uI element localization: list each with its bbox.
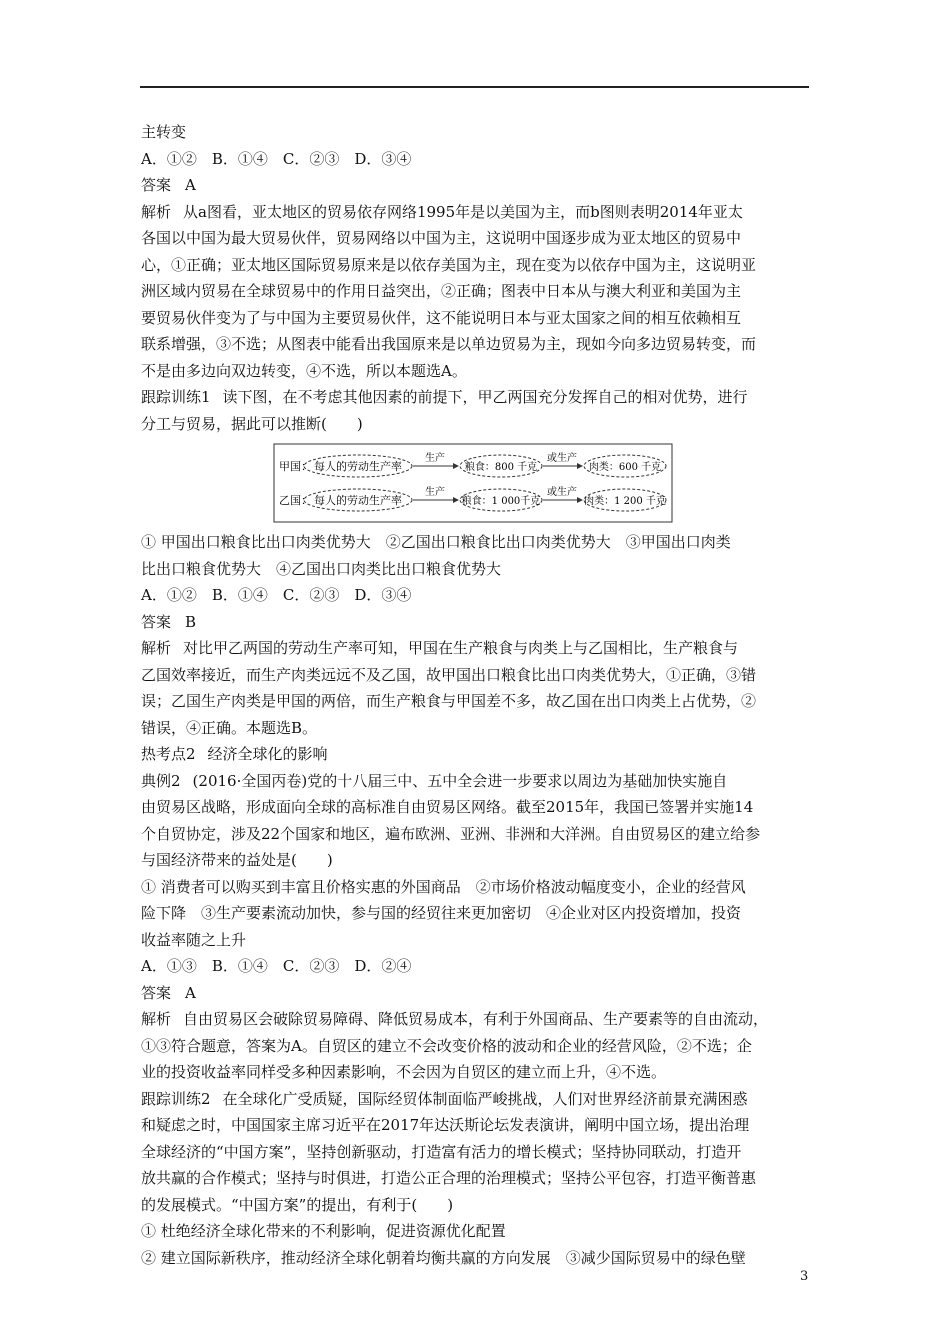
text-line: 误；乙国生产肉类是甲国的两倍，而生产粮食与甲国差不多，故乙国在出口肉类上占优势，② xyxy=(141,692,757,710)
row1-grain: 粮食：800 千克 xyxy=(464,462,538,473)
row1-meat: 肉类：600 千克 xyxy=(588,462,662,473)
text-line: 个自贸协定，涉及22个国家和地区，遍布欧洲、亚洲、非洲和大洋洲。自由贸易区的建立给参 xyxy=(141,824,761,843)
text-line: ② 建立国际新秩序，推动经济全球化朝着均衡共赢的方向发展 ③减少国际贸易中的绿色壁 xyxy=(141,1248,746,1267)
row1-arrowhead2 xyxy=(577,463,583,469)
page-number: 3 xyxy=(800,1269,809,1284)
text-line: ①③符合题意，答案为A。自贸区的建立不会改变价格的波动和企业的经营风险，②不选；企 xyxy=(141,1036,752,1055)
exercise-line: 跟踪训练2 在全球化广受质疑，国际经贸体制面临严峻挑战，人们对世界经济前景充满困惑 xyxy=(141,1089,748,1108)
text-line: ① 甲国出口粮食比出口肉类优势大 ②乙国出口粮食比出口肉类优势大 ③甲国出口肉类 xyxy=(141,533,731,551)
text-line: 各国以中国为最大贸易伙伴，贸易网络以中国为主，这说明中国逐步成为亚太地区的贸易中 xyxy=(141,229,742,247)
text-line: 要贸易伙伴变为了与中国为主要贸易伙伴，这不能说明日本与亚太国家之间的相互依赖相互 xyxy=(141,308,742,327)
row1-or-produce: 或生产 xyxy=(547,453,577,464)
text-line: 主转变 xyxy=(141,123,187,141)
row1-productivity: 每人的劳动生产率 xyxy=(314,460,402,473)
text-line: 收益率随之上升 xyxy=(141,930,247,949)
row2-arrowhead2 xyxy=(577,497,583,503)
text-line: 分工与贸易，据此可以推断( ) xyxy=(141,414,363,433)
text-line: 心，①正确；亚太地区国际贸易原来是以依存美国为主，现在变为以依存中国为主，这说明亚 xyxy=(141,255,757,274)
text-line: 放共赢的合作模式；坚持与时俱进，打造公正合理的治理模式；坚持公平包容，打造平衡普惠 xyxy=(141,1169,757,1187)
productivity-diagram xyxy=(273,443,673,523)
text-line: 全球经济的“中国方案”，坚持创新驱动，打造富有活力的增长模式；坚持协同联动，打造开 xyxy=(141,1142,742,1161)
text-line: 由贸易区战略，形成面向全球的高标准自由贸易区网络。截至2015年，我国已签署并实施14 xyxy=(141,798,754,816)
answer-line: 答案 B xyxy=(141,612,197,631)
analysis-line: 解析 自由贸易区会破除贸易障碍、降低贸易成本，有利于外国商品、生产要素等的自由流动， xyxy=(141,1010,769,1028)
text-line: 乙国效率接近，而生产肉类远远不及乙国，故甲国出口粮食比出口肉类优势大，①正确，③错 xyxy=(141,665,757,684)
text-line: 比出口粮食优势大 ④乙国出口肉类比出口粮食优势大 xyxy=(141,559,502,578)
text-line: 不是由多边向双边转变，④不选，所以本题选A。 xyxy=(141,361,467,380)
row2-grain: 粮食：1 000千克 xyxy=(461,496,541,507)
row2-country: 乙国： xyxy=(279,494,312,507)
text-line: 洲区域内贸易在全球贸易中的作用日益突出，②正确；图表中日本从与澳大利亚和美国为主 xyxy=(141,282,742,300)
row2-arrowhead1 xyxy=(453,497,459,503)
text-line: 和疑虑之时，中国国家主席习近平在2017年达沃斯论坛发表演讲，阐明中国立场，提出治理 xyxy=(141,1116,750,1134)
options-line: A．①③ B．①④ C．②③ D．②④ xyxy=(141,957,412,975)
row2-or-produce: 或生产 xyxy=(547,487,577,498)
text-line: 险下降 ③生产要素流动加快，参与国的经贸往来更加密切 ④企业对区内投资增加，投资 xyxy=(141,904,742,922)
row2-productivity: 每人的劳动生产率 xyxy=(314,494,402,507)
row1-produce: 生产 xyxy=(425,453,445,464)
options-line: A．①② B．①④ C．②③ D．③④ xyxy=(141,149,412,168)
answer-line: 答案 A xyxy=(141,176,196,194)
answer-line: 答案 A xyxy=(141,983,196,1002)
row1-arrowhead1 xyxy=(453,463,459,469)
analysis-line: 解析 对比甲乙两国的劳动生产率可知，甲国在生产粮食与肉类上与乙国相比，生产粮食与 xyxy=(141,639,739,657)
text-line: 错误，④正确。本题选B。 xyxy=(141,718,318,737)
section-heading: 热考点2 经济全球化的影响 xyxy=(141,745,328,763)
row2-produce: 生产 xyxy=(425,487,445,498)
row1-country: 甲国： xyxy=(279,460,312,473)
text-line: 业的投资收益率同样受多种因素影响，不会因为自贸区的建立而上升，④不选。 xyxy=(141,1063,667,1081)
example-line: 典例2 (2016·全国丙卷)党的十八届三中、五中全会进一步要求以周边为基础加快实施自 xyxy=(141,771,728,790)
text-line: ① 消费者可以购买到丰富且价格实惠的外国商品 ②市场价格波动幅度变小，企业的经营风 xyxy=(141,877,746,896)
header-rule xyxy=(140,86,809,88)
options-line: A．①② B．①④ C．②③ D．③④ xyxy=(141,586,412,604)
text-line: 的发展模式。“中国方案”的提出，有利于( ) xyxy=(141,1195,454,1214)
text-line: ① 杜绝经济全球化带来的不利影响，促进资源优化配置 xyxy=(141,1222,506,1240)
analysis-line: 解析 从a图看，亚太地区的贸易依存网络1995年是以美国为主，而b图则表明2014年亚太 xyxy=(141,202,743,221)
row2-meat: 肉类：1 200 千克 xyxy=(584,496,666,507)
text-line: 与国经济带来的益处是( ) xyxy=(141,851,333,869)
document-body xyxy=(141,119,809,1271)
exercise-line: 跟踪训练1 读下图，在不考虑其他因素的前提下，甲乙两国充分发挥自己的相对优势，进行 xyxy=(141,388,748,406)
text-line: 联系增强，③不选；从图表中能看出我国原来是以单边贸易为主，现如今向多边贸易转变，而 xyxy=(141,335,757,353)
